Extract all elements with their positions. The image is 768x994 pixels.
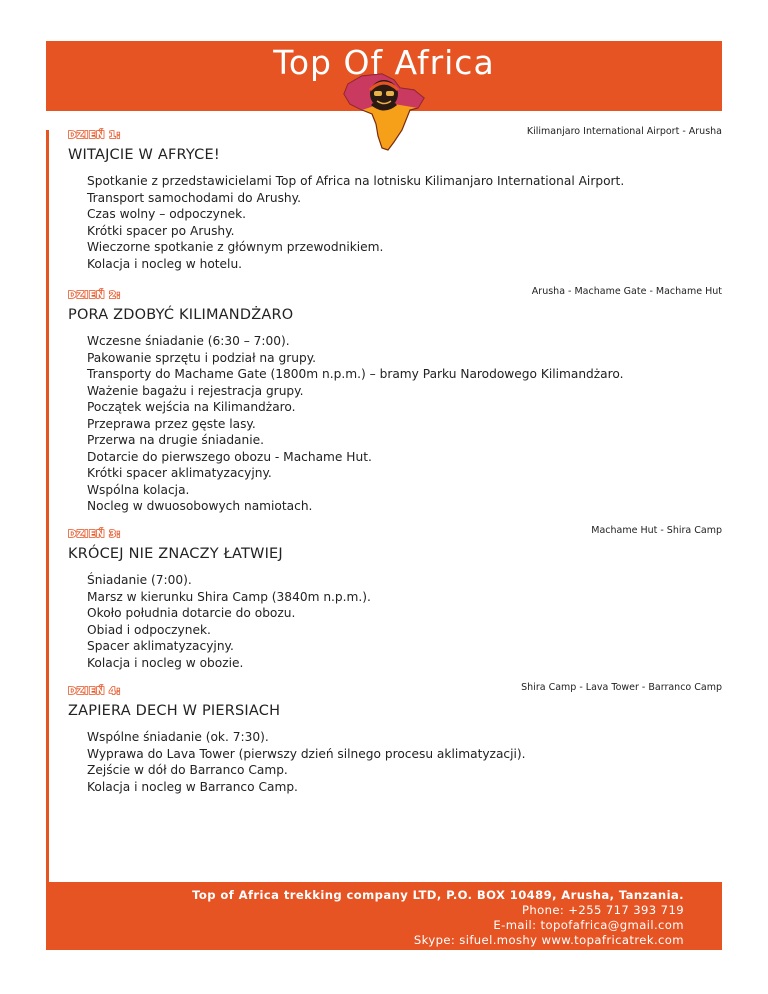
footer-email: E-mail: topofafrica@gmail.com (493, 918, 684, 932)
activity-list (87, 572, 728, 671)
activity-item: Kolacja i nocleg w hotelu. (87, 256, 243, 271)
left-accent-bar (46, 130, 49, 882)
activity-list (87, 173, 728, 272)
day-title: PORA ZDOBYĆ KILIMANDŻARO (68, 307, 294, 323)
activity-item: Śniadanie (7:00). (87, 573, 192, 587)
activity-item: Przerwa na drugie śniadanie. (87, 433, 265, 447)
activity-item: Krótki spacer aklimatyzacyjny. (87, 466, 272, 480)
day-label: DZIEŃ 1: (68, 130, 121, 141)
activity-item: Obiad i odpoczynek. (87, 622, 211, 637)
route: Arusha - Machame Gate - Machame Hut (531, 286, 722, 297)
day-2-section (68, 286, 728, 515)
activity-item: Wspólna kolacja. (87, 482, 190, 497)
activity-list (87, 333, 728, 515)
activity-item: Czas wolny – odpoczynek. (87, 207, 247, 221)
activity-item: Spacer aklimatyzacyjny. (87, 639, 234, 653)
activity-item: Wyprawa do Lava Tower (pierwszy dzień silnego procesu aklimatyzacji). (87, 746, 526, 761)
day-label: DZIEŃ 4: (68, 686, 121, 697)
activity-item: Zejście w dół do Barranco Camp. (87, 763, 288, 777)
route: Shira Camp - Lava Tower - Barranco Camp (521, 682, 722, 693)
activity-item: Wspólne śniadanie (ok. 7:30). (87, 730, 269, 744)
activity-item: Początek wejścia na Kilimandżaro. (87, 400, 296, 414)
activity-item: Transporty do Machame Gate (1800m n.p.m.) – bramy Parku Narodowego Kilimandżaro. (87, 367, 624, 381)
day-label: DZIEŃ 3: (68, 529, 121, 540)
day-3-section (68, 525, 728, 671)
route: Machame Hut - Shira Camp (591, 525, 722, 536)
activity-item: Krótki spacer po Arushy. (87, 223, 235, 238)
footer-phone: Phone: +255 717 393 719 (522, 903, 684, 917)
activity-item: Kolacja i nocleg w obozie. (87, 655, 244, 670)
day-label: DZIEŃ 2: (68, 290, 121, 301)
activity-item: Spotkanie z przedstawicielami Top of Africa na lotnisku Kilimanjaro International Airport. (87, 174, 625, 188)
activity-item: Przeprawa przez gęste lasy. (87, 416, 256, 431)
footer-company: Top of Africa trekking company LTD, P.O. BOX 10489, Arusha, Tanzania. (192, 888, 684, 902)
activity-item: Marsz w kierunku Shira Camp (3840m n.p.m.). (87, 589, 371, 604)
route: Kilimanjaro International Airport - Arusha (526, 126, 722, 137)
footer-band (46, 882, 722, 950)
activity-item: Transport samochodami do Arushy. (87, 190, 301, 205)
footer-skype: Skype: sifuel.moshy www.topafricatrek.com (413, 933, 684, 947)
day-title: WITAJCIE W AFRYCE! (68, 147, 220, 163)
activity-item: Dotarcie do pierwszego obozu - Machame Hut. (87, 449, 372, 464)
activity-item: Nocleg w dwuosobowych namiotach. (87, 499, 313, 513)
activity-item: Ważenie bagażu i rejestracja grupy. (87, 383, 304, 398)
brand-title: Top Of Africa (273, 43, 495, 82)
activity-item: Wieczorne spotkanie z głównym przewodnikiem. (87, 240, 384, 254)
activity-item: Pakowanie sprzętu i podział na grupy. (87, 350, 317, 365)
day-4-section (68, 682, 728, 795)
day-title: KRÓCEJ NIE ZNACZY ŁATWIEJ (68, 546, 283, 562)
day-title: ZAPIERA DECH W PIERSIACH (68, 703, 281, 719)
activity-item: Wczesne śniadanie (6:30 – 7:00). (87, 334, 290, 348)
day-1-section (68, 126, 728, 272)
activity-list (87, 729, 728, 795)
activity-item: Około południa dotarcie do obozu. (87, 606, 296, 620)
activity-item: Kolacja i nocleg w Barranco Camp. (87, 779, 298, 794)
